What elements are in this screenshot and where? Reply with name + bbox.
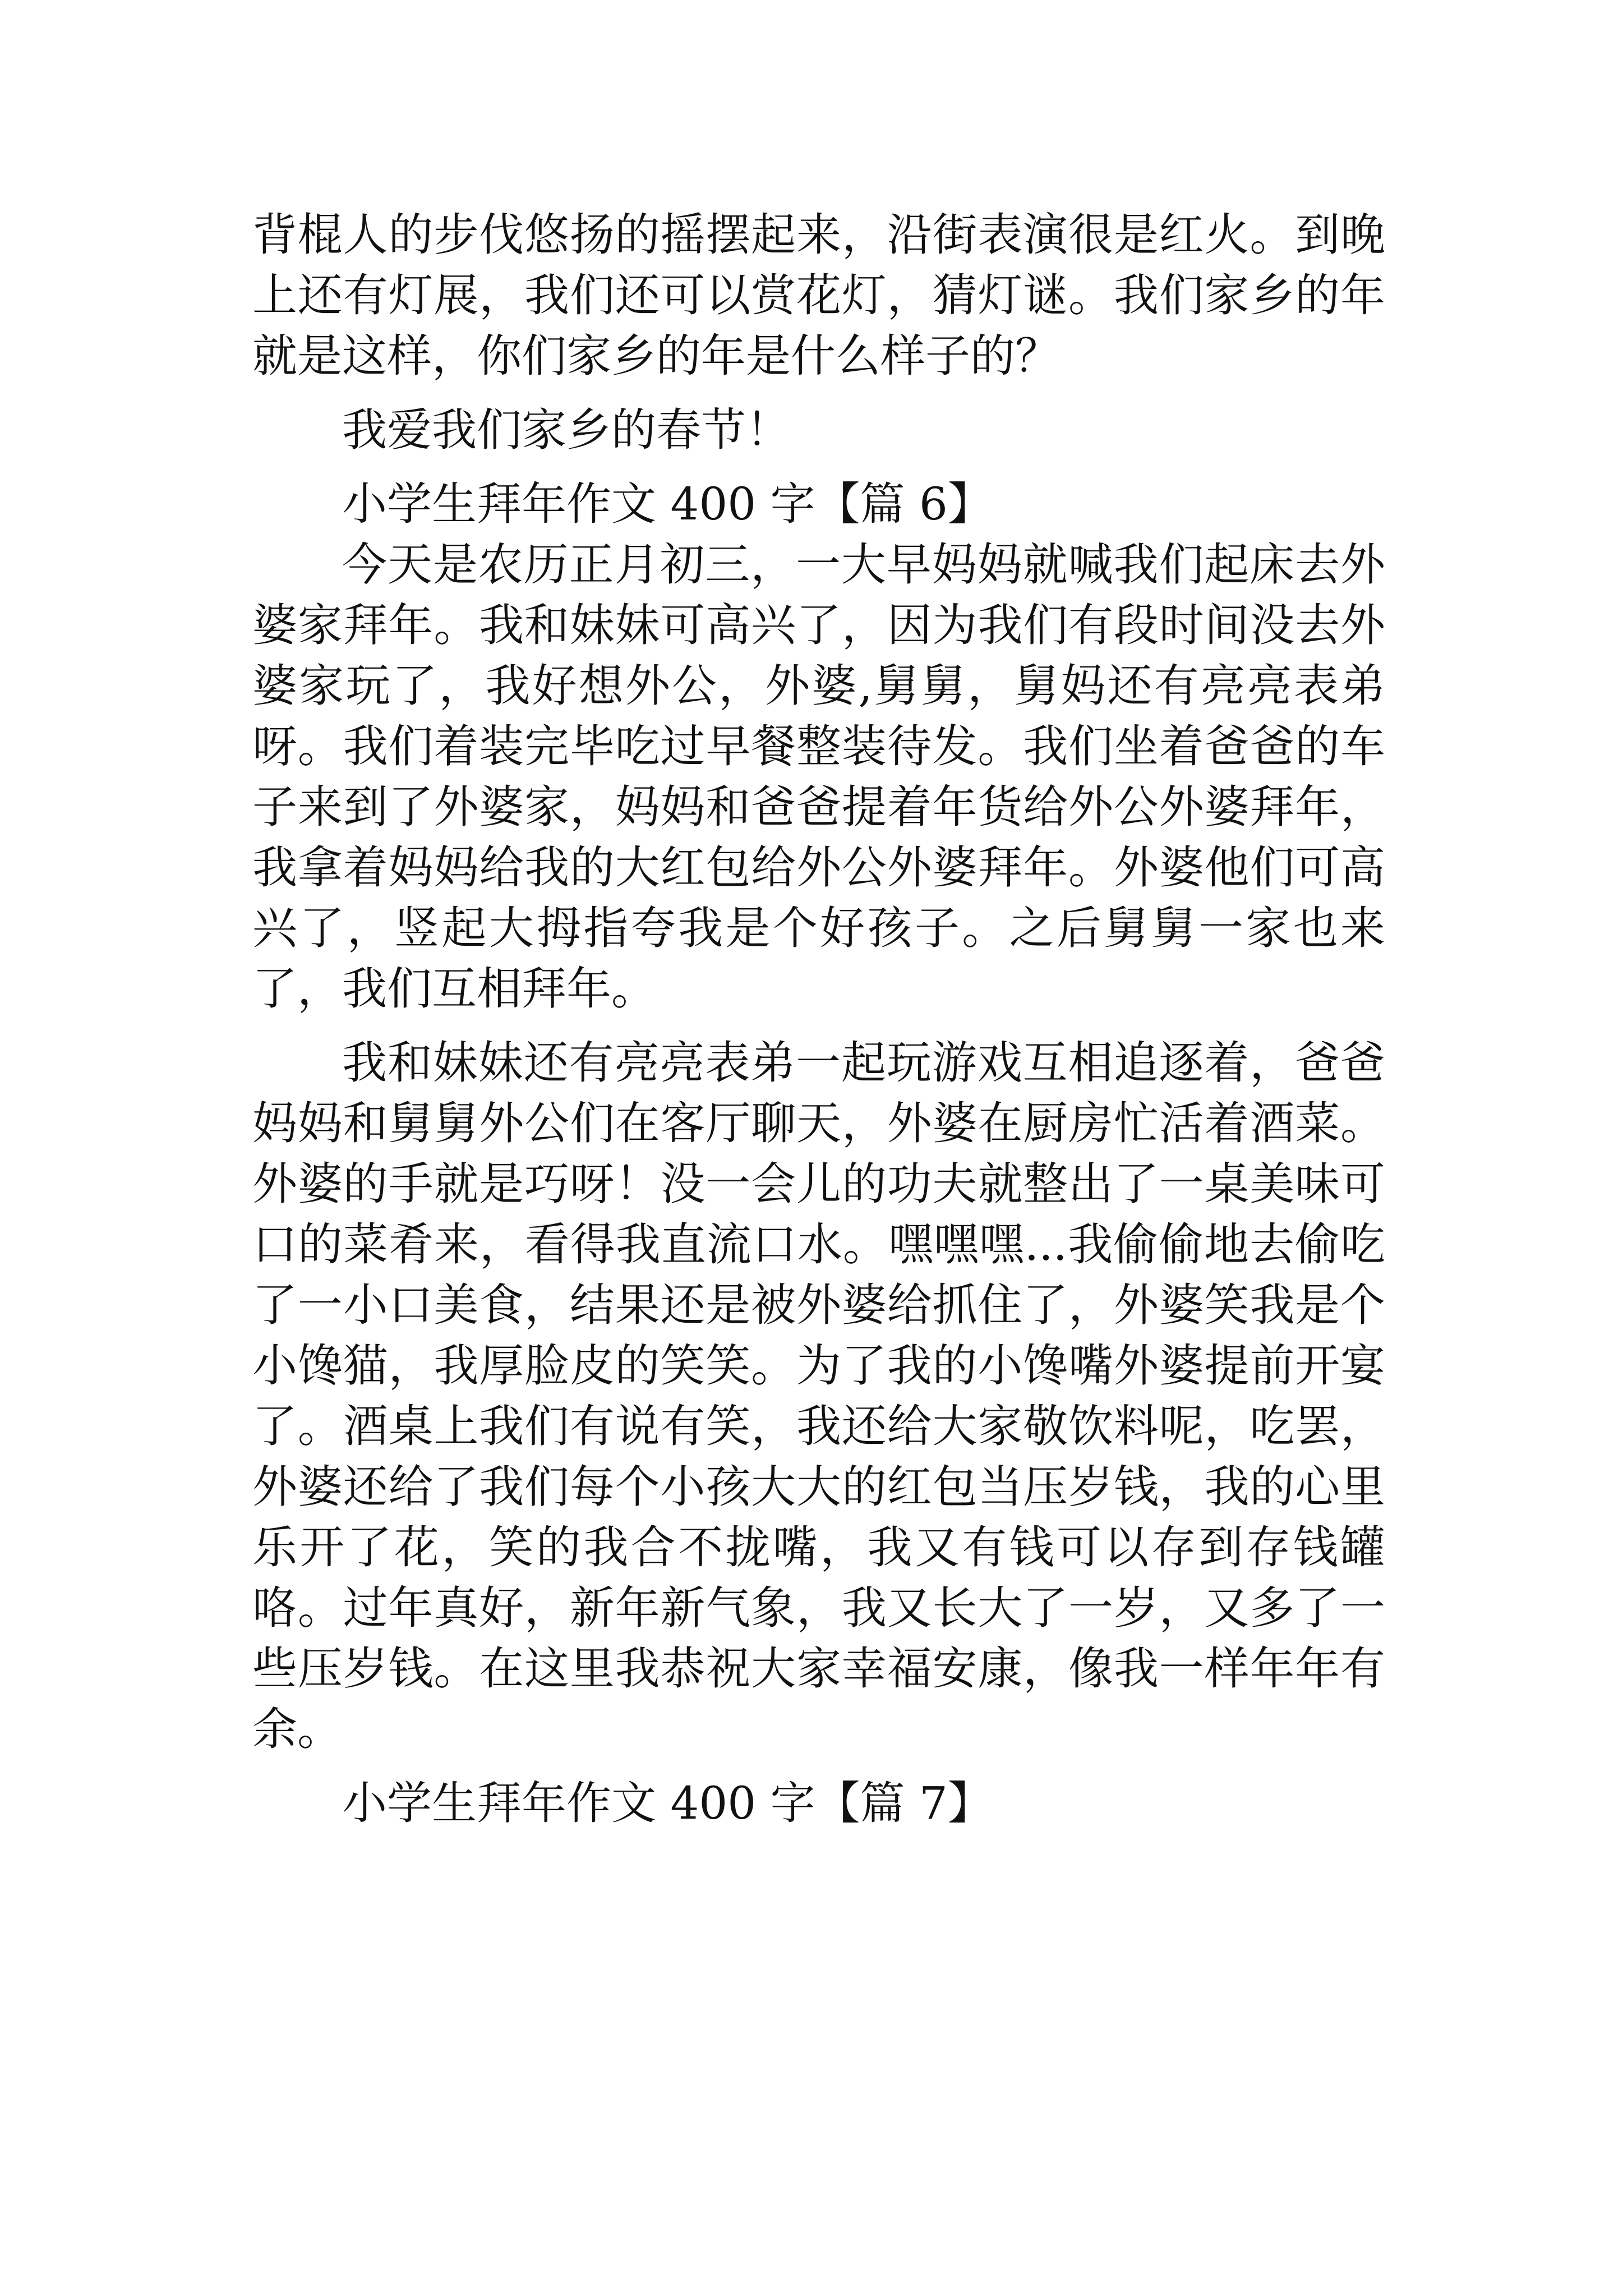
section-heading-7: 小学生拜年作文 400 字【篇 7】 bbox=[342, 1777, 993, 1829]
section-heading-6: 小学生拜年作文 400 字【篇 6】 bbox=[342, 478, 993, 530]
paragraph-continuation: 背棍人的步伐悠扬的摇摆起来，沿街表演很是红火。到晚上还有灯展，我们还可以赏花灯，猜灯谜。我们家乡的年就是这样，你们家乡的年是什么样子的？ bbox=[252, 209, 1385, 382]
essay-body bbox=[252, 205, 1385, 1834]
paragraph-family-feast: 我和妹妹还有亮亮表弟一起玩游戏互相追逐着，爸爸妈妈和舅舅外公们在客厅聊天，外婆在厨房忙活着酒菜。外婆的手就是巧呀！没一会儿的功夫就整出了一桌美味可口的菜肴来，看得我直流口水。嘿嘿嘿...我偷偷地去偷吃了一小口美食，结果还是被外婆给抓住了，外婆笑我是个小馋猫，我厚脸皮的笑笑。为了我的小馋嘴外婆提前开宴了。酒桌上我们有说有笑，我还给大家敬饮料呢，吃罢，外婆还给了我们每个小孩大大的红包当压岁钱，我的心里乐开了花，笑的我合不拢嘴，我又有钱可以存到存钱罐咯。过年真好，新年新气象，我又长大了一岁，又多了一些压岁钱。在这里我恭祝大家幸福安康，像我一样年年有余。 bbox=[252, 1037, 1385, 1755]
paragraph-visit-grandparents: 今天是农历正月初三，一大早妈妈就喊我们起床去外婆家拜年。我和妹妹可高兴了，因为我们有段时间没去外婆家玩了，我好想外公，外婆,舅舅，舅妈还有亮亮表弟呀。我们着装完毕吃过早餐整装待发。我们坐着爸爸的车子来到了外婆家，妈妈和爸爸提着年货给外公外婆拜年，我拿着妈妈给我的大红包给外公外婆拜年。外婆他们可高兴了，竖起大拇指夸我是个好孩子。之后舅舅一家也来了，我们互相拜年。 bbox=[252, 539, 1385, 1015]
paragraph-closing-line: 我爱我们家乡的春节！ bbox=[342, 404, 791, 456]
